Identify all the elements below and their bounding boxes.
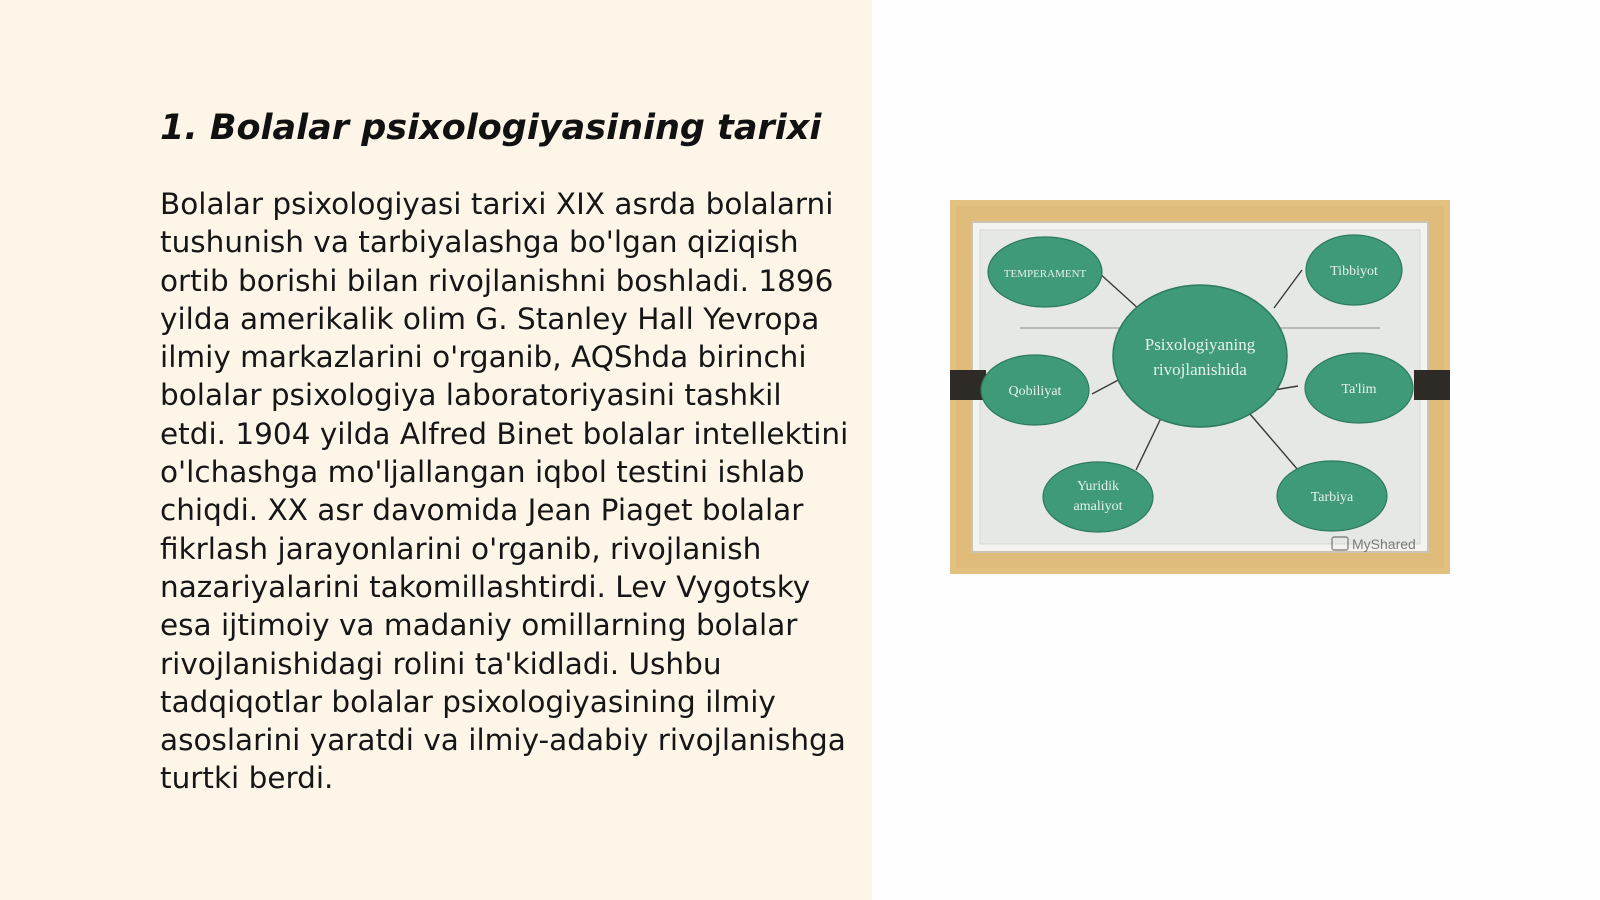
node-tarbiya-label: Tarbiya bbox=[1310, 490, 1354, 505]
node-yuridik-label-1: Yuridik bbox=[1077, 479, 1119, 494]
center-node bbox=[1113, 285, 1287, 427]
slide-title: 1. Bolalar psixologiyasining tarixi bbox=[160, 108, 822, 148]
diagram-picture bbox=[950, 200, 1450, 574]
left-clip bbox=[950, 370, 986, 400]
diagram-svg bbox=[950, 200, 1450, 574]
node-talim-label: Ta'lim bbox=[1341, 382, 1377, 397]
node-qobiliyat-label: Qobiliyat bbox=[1008, 384, 1062, 399]
slide-body-text: Bolalar psixologiyasi tarixi XIX asrda bolalarni tushunish va tarbiyalashga bo'lgan qiziqish ortib borishi bilan rivojlanishni boshladi. 1896 yilda amerikalik olim G. Stanley Hall Yevropa ilmiy markazlarini o'rganib, AQShda birinchi bolalar psixologiya laboratoriyasini tashkil etdi. 1904 yilda Alfred Binet bolalar intellektini o'lchashga mo'ljallangan iqbol testini ishlab chiqdi. XX asr davomida Jean Piaget bolalar fikrlash jarayonlarini o'rganib, rivojlanish nazariyalarini takomillashtirdi. Lev Vygotsky esa ijtimoiy va madaniy omillarning bolalar rivojlanishidagi rolini ta'kidladi. Ushbu tadqiqotlar bolalar psixologiyasining ilmiy asoslarini yaratdi va ilmiy-adabiy rivojlanishga turtki berdi. bbox=[160, 187, 849, 796]
node-temperament-label: TEMPERAMENT bbox=[1003, 268, 1087, 280]
node-yuridik-amaliyot bbox=[1043, 462, 1153, 532]
center-node-label-2: rivojlanishida bbox=[1153, 360, 1247, 379]
center-node-label-1: Psixologiyaning bbox=[1144, 335, 1256, 354]
right-clip bbox=[1414, 370, 1450, 400]
watermark-label: MyShared bbox=[1352, 536, 1416, 552]
node-tibbiyot-label: Tibbiyot bbox=[1330, 264, 1378, 279]
node-yuridik-label-2: amaliyot bbox=[1073, 499, 1123, 514]
